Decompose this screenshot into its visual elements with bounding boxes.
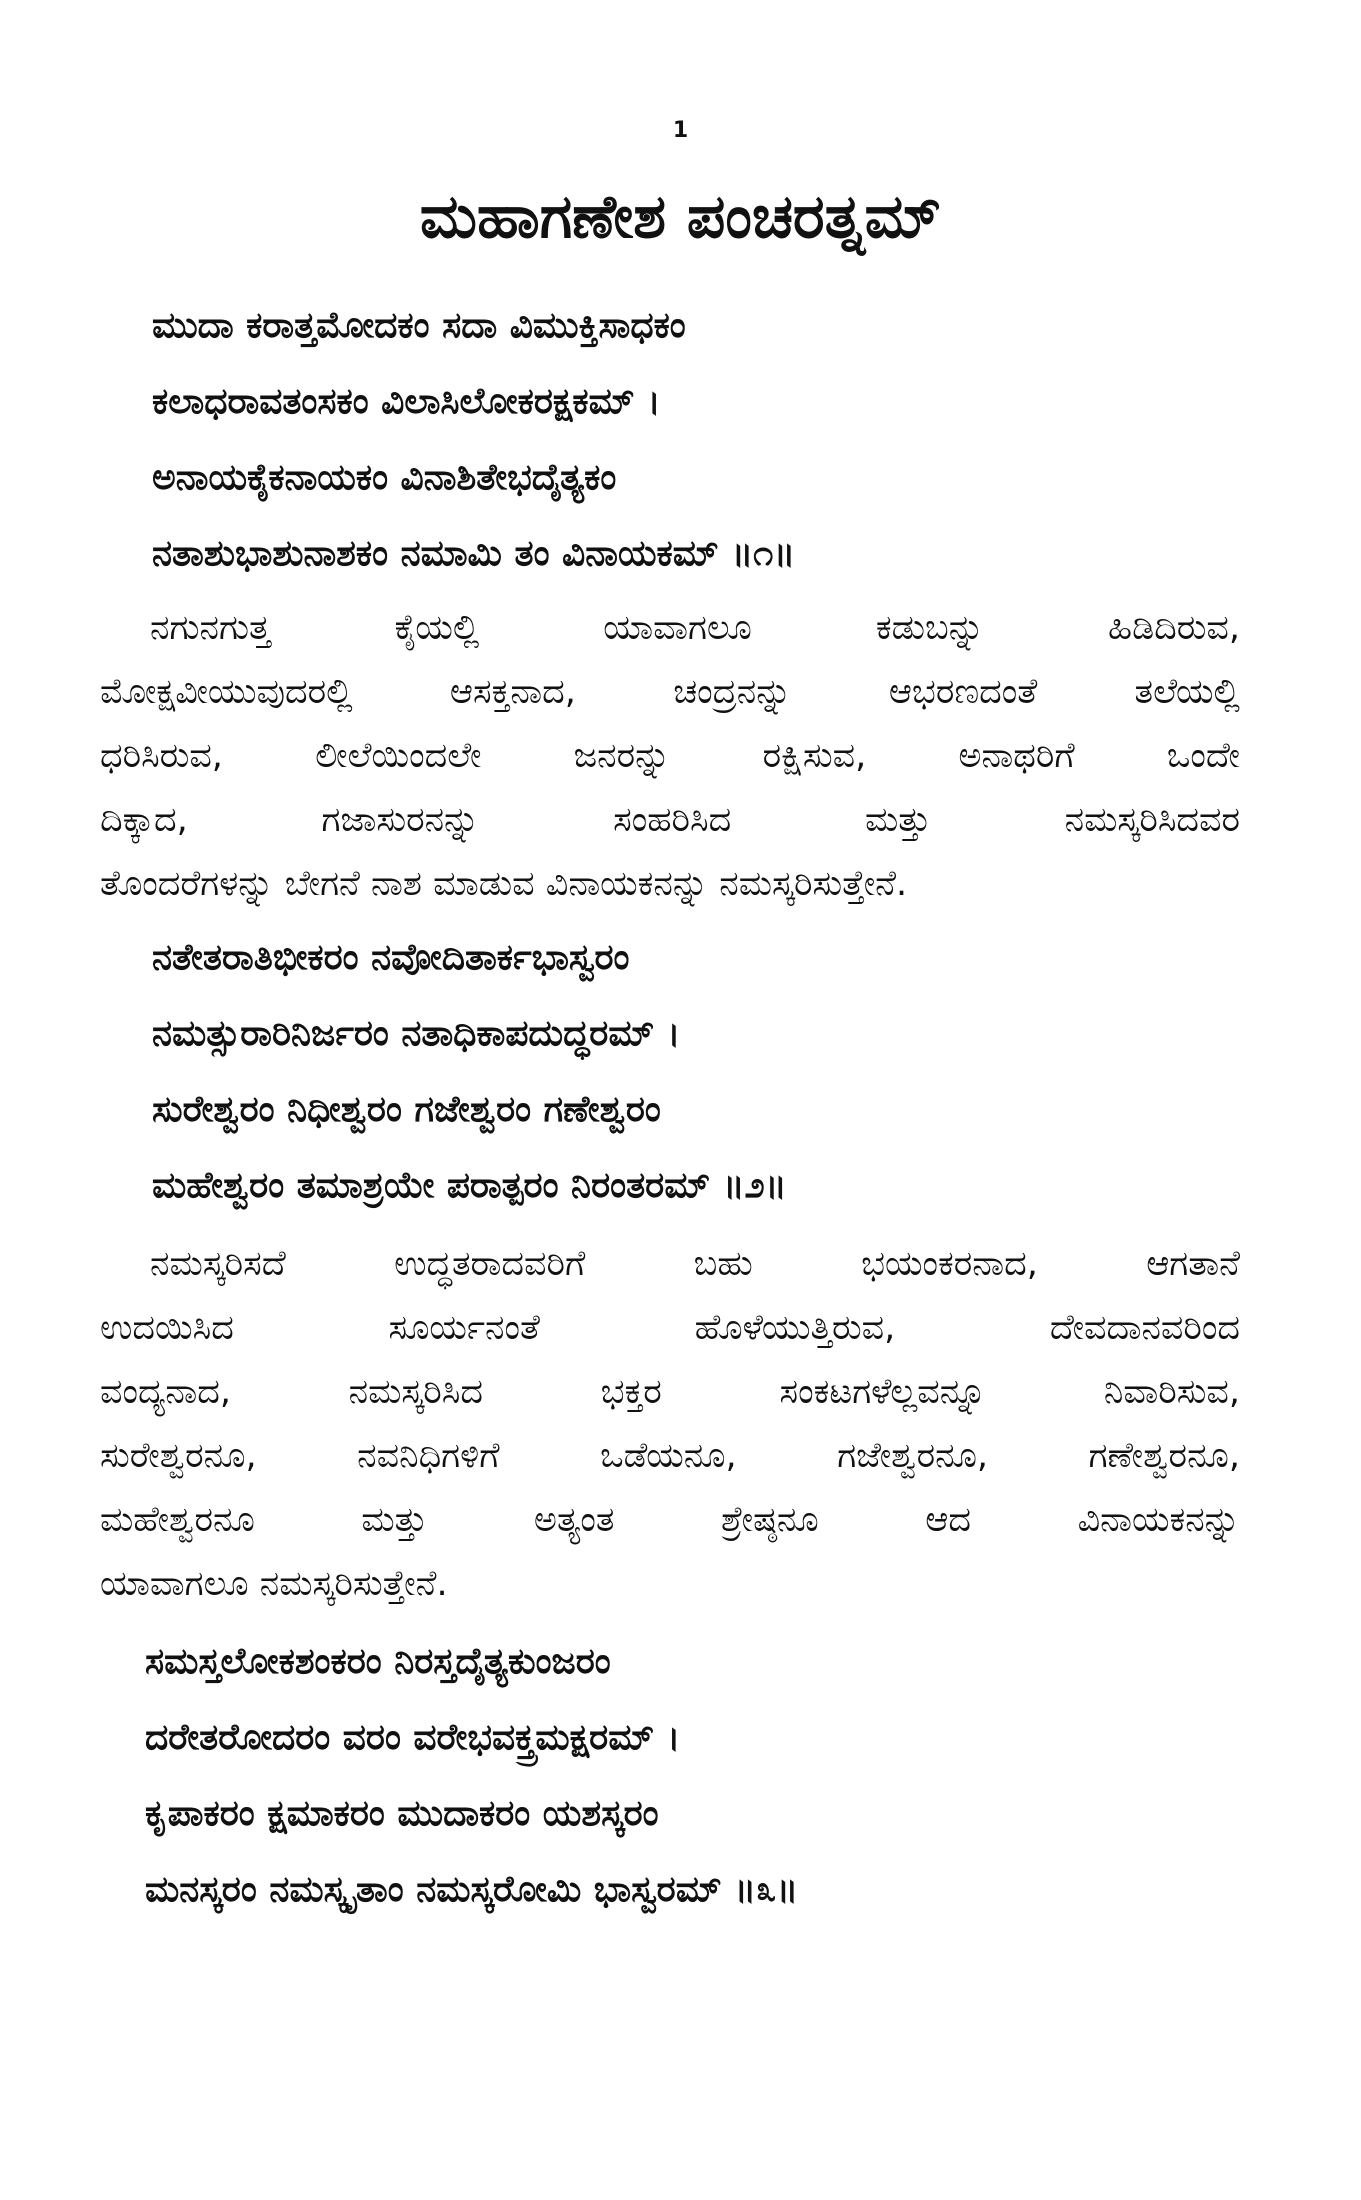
- prose-line: ಉದಯಿಸಿದ ಸೂರ್ಯನಂತೆ ಹೊಳೆಯುತ್ತಿರುವ, ದೇವದಾನವರಿಂದ: [100, 1308, 1240, 1348]
- prose-line: ನಗುನಗುತ್ತ ಕೈಯಲ್ಲಿ ಯಾವಾಗಲೂ ಕಡುಬನ್ನು ಹಿಡಿದಿರುವ,: [150, 608, 1240, 648]
- verse-line: ಸಮಸ್ತಲೋಕಶಂಕರಂ ನಿರಸ್ತದೈತ್ಯಕುಂಜರಂ: [145, 1641, 611, 1682]
- verse-2: [152, 920, 1272, 1224]
- prose-line: ಮಹೇಶ್ವರನೂ ಮತ್ತು ಅತ್ಯಂತ ಶ್ರೇಷ್ಠನೂ ಆದ ವಿನಾಯಕನನ್ನು: [100, 1500, 1240, 1540]
- prose-line: ದಿಕ್ಕಾದ, ಗಜಾಸುರನನ್ನು ಸಂಹರಿಸಿದ ಮತ್ತು ನಮಸ್ಕರಿಸಿದವರ: [100, 800, 1240, 840]
- verse-line: ಕೃಪಾಕರಂ ಕ್ಷಮಾಕರಂ ಮುದಾಕರಂ ಯಶಸ್ಕರಂ: [145, 1793, 659, 1834]
- prose-line: ಯಾವಾಗಲೂ ನಮಸ್ಕರಿಸುತ್ತೇನೆ.: [100, 1564, 448, 1604]
- verse-1: [152, 288, 1272, 592]
- prose-2: [100, 1232, 1240, 1616]
- verse-line: ಮುದಾ ಕರಾತ್ತಮೋದಕಂ ಸದಾ ವಿಮುಕ್ತಿಸಾಧಕಂ: [152, 305, 686, 346]
- verse-line: ಅನಾಯಕೈಕನಾಯಕಂ ವಿನಾಶಿತೇಭದೈತ್ಯಕಂ: [152, 457, 617, 498]
- verse-3: [145, 1624, 1265, 1928]
- prose-line: ಸುರೇಶ್ವರನೂ, ನವನಿಧಿಗಳಿಗೆ ಒಡೆಯನೂ, ಗಜೇಶ್ವರನೂ, ಗಣೇಶ್ವರನೂ,: [100, 1436, 1240, 1476]
- prose-1: [100, 596, 1240, 916]
- verse-line: ಮನಸ್ಕರಂ ನಮಸ್ಕೃತಾಂ ನಮಸ್ಕರೋಮಿ ಭಾಸ್ವರಮ್ ॥೩॥: [145, 1869, 799, 1910]
- verse-line: ಕಲಾಧರಾವತಂಸಕಂ ವಿಲಾಸಿಲೋಕರಕ್ಷಕಮ್ ।: [152, 381, 661, 422]
- prose-line: ನಮಸ್ಕರಿಸದೆ ಉದ್ಧತರಾದವರಿಗೆ ಬಹು ಭಯಂಕರನಾದ, ಆಗತಾನೆ: [150, 1244, 1240, 1284]
- page-title: ಮಹಾಗಣೇಶ ಪಂಚರತ್ನಮ್: [419, 182, 942, 252]
- prose-line: ಮೋಕ್ಷವೀಯುವುದರಲ್ಲಿ ಆಸಕ್ತನಾದ, ಚಂದ್ರನನ್ನು ಆಭರಣದಂತೆ ತಲೆಯಲ್ಲಿ: [100, 672, 1240, 712]
- page-number: 1: [672, 118, 689, 143]
- verse-line: ದರೇತರೋದರಂ ವರಂ ವರೇಭವಕ್ತ್ರಮಕ್ಷರಮ್ ।: [145, 1717, 681, 1758]
- verse-line: ಮಹೇಶ್ವರಂ ತಮಾಶ್ರಯೇ ಪರಾತ್ಪರಂ ನಿರಂತರಮ್ ॥೨॥: [152, 1165, 787, 1206]
- prose-line: ಧರಿಸಿರುವ, ಲೀಲೆಯಿಂದಲೇ ಜನರನ್ನು ರಕ್ಷಿಸುವ, ಅನಾಥರಿಗೆ ಒಂದೇ: [100, 736, 1240, 776]
- prose-line: ವಂದ್ಯನಾದ, ನಮಸ್ಕರಿಸಿದ ಭಕ್ತರ ಸಂಕಟಗಳೆಲ್ಲವನ್ನೂ ನಿವಾರಿಸುವ,: [100, 1372, 1240, 1412]
- verse-line: ನತೇತರಾತಿಭೀಕರಂ ನವೋದಿತಾರ್ಕಭಾಸ್ವರಂ: [152, 937, 630, 978]
- verse-line: ನಮತ್ಸುರಾರಿನಿರ್ಜರಂ ನತಾಧಿಕಾಪದುದ್ಧರಮ್ ।: [152, 1013, 681, 1054]
- verse-line: ಸುರೇಶ್ವರಂ ನಿಧೀಶ್ವರಂ ಗಜೇಶ್ವರಂ ಗಣೇಶ್ವರಂ: [152, 1089, 661, 1130]
- verse-line: ನತಾಶುಭಾಶುನಾಶಕಂ ನಮಾಮಿ ತಂ ವಿನಾಯಕಮ್ ॥೧॥: [152, 533, 796, 574]
- prose-line: ತೊಂದರೆಗಳನ್ನು ಬೇಗನೆ ನಾಶ ಮಾಡುವ ವಿನಾಯಕನನ್ನು ನಮಸ್ಕರಿಸುತ್ತೇನೆ.: [100, 864, 908, 904]
